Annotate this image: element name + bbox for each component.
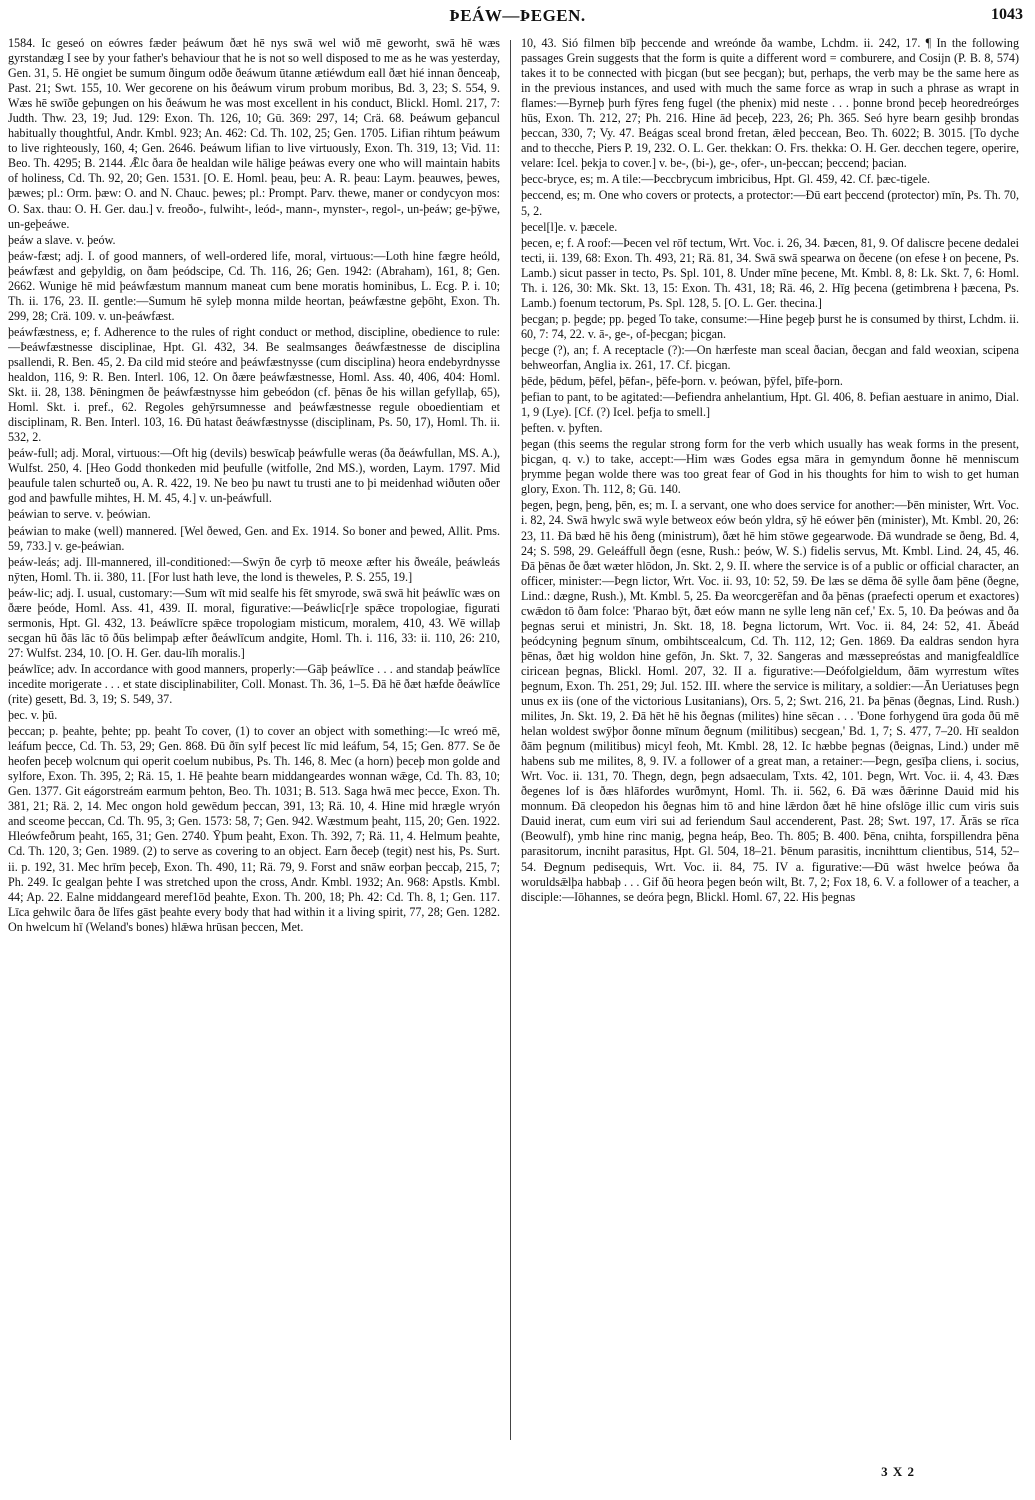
dictionary-entry: 1584. Ic geseó on eówres fæder þeáwum ðæt hē nys swā wel wið mē geworht, swā hē wæs gyrstandæg I see by your father's behaviour that he is not so well disposed to me as he was yesterday, Gen. 31, 5. Hē ongiet be sumum ðingum odðe ðeáwum ūtanne ætiéwdum eall ðæt hié innan ðenceaþ, Past. 21; Swt. 155, 10. Wer gecorene on his ðeáwum virum probum moribus, Bd. 3, 23; S. 554, 9. Wæs hē swīðe geþungen on his ðeáwum he was most excellent in his conduct, Blickl. Homl. 217, 7: Judth. Thw. 23, 19; Jud. 129: Exon. Th. 126, 10; Gū. 369: 297, 14; Crä. 68. Þeáwum geþancul habitually thoughtful, Andr. Kmbl. 923; An. 462: Cd. Th. 102, 25; Gen. 1705. Lifian rihtum þeáwum to live righteously, 160, 4; Gen. 2646. Þeáwum lifian to live virtuously, Exon. Th. 319, 13; Vid. 11: Beo. Th. 4295; B. 2144. Ǣlc ðara ðe healdan wile hālige þeáwas every one who will maintain habits of holiness, Cd. Th. 92, 20; Gen. 1531. [O. E. Homl. þeau, þeu: A. R. þeau: Laym. þeauwes, þewes, þæwes; pl.: Orm. þæw: O. and N. Chauc. þewes; pl.: Prompt. Parv. thewe, maner or condycyon mos: O. Sax. thau: O. H. Ger. dau.] v. freoðo-, fulwiht-, leód-, mann-, mynster-, regol-, un-þeáw; ge-þȳwe, un-geþeáwe. <box>8 36 500 231</box>
right-column <box>521 36 1019 1456</box>
dictionary-entry: 10, 43. Sió filmen bīþ þeccende and wreónde ða wambe, Lchdm. ii. 242, 17. ¶ In the following passages Grein suggests that the form is quite a different word = comburere, and Cosijn (P. B. 8, 574) takes it to be connected with þicgan (but see þecgan); but, perhaps, the verb may be the same here as in the previous instances, and used with much the same force as wrap in such a phrase as wrapt in flames:—Byrneþ þurh fȳres feng fugel (the phenix) mid neste . . . þonne brond þeceþ heoredreórges hūs, Exon. Th. 212, 27; Ph. 216. Hine ād þeceþ, 223, 26; Ph. 365. Seó hyre bearn gesihþ brondas þeccan, 330, 7; Vy. 47. Beágas sceal brond fretan, ǣled þeccean, Beo. Th. 6022; B. 3015. [To dyche and to thecche, Piers P. 19, 232. O. L. Ger. thekkan: O. Frs. thekka: O. H. Ger. decchen tegere, operire, velare: Icel. þekja to cover.] v. be-, (bi-), ge-, ofer-, un-þeccan; þeccend; þacian. <box>521 36 1019 171</box>
dictionary-entry: þegan (this seems the regular strong form for the verb which usually has weak forms in the present, þicgan, q. v.) to take, accept:—Him wæs Godes egsa māra in gemyndum ðonne hē menniscum þrymme þegan wolde there was too great fear of God in his thoughts for him to wish to get human glory, Exon. Th. 112, 8; Gū. 140. <box>521 437 1019 497</box>
dictionary-entry: þeáw-fæst; adj. I. of good manners, of well-ordered life, moral, virtuous:—Loth hine fægre heóld, þeáwfæst and geþyldig, on ðam þeódscipe, Cd. Th. 116, 26; Gen. 1942: (Abraham), 161, 8; Gen. 2662. Wunige hē mid þeáwfæstum mannum maneat cum bene moratis hominibus, L. Ecg. P. i. 10; Th. ii. 176, 23. II. gentle:—Sumum hē syleþ monna milde heortan, þeáwfæstne geþōht, Exon. Th. 299, 28; Crä. 109. v. un-þeáwfæst. <box>8 248 500 323</box>
dictionary-entry: þecc-brycе, es; m. A tile:—Þeccbrycum imbricibus, Hpt. Gl. 459, 42. Cf. þæc-tigele. <box>521 172 931 187</box>
running-head <box>10 6 1025 28</box>
signature-mark: 3 X 2 <box>881 1464 915 1479</box>
dictionary-entry: þefian to pant, to be agitated:—Þefiendra anhelantium, Hpt. Gl. 406, 8. Þefian aestuare in animo, Dial. 1, 9 (Lye). [Cf. (?) Icel. þefja to smell.] <box>521 390 1019 420</box>
page-title: ÞEÁW—ÞEGEN. <box>449 6 586 25</box>
dictionary-entry: þeáwlīce; adv. In accordance with good manners, properly:—Gāþ þeáwlīce . . . and standaþ þeáwlīce incedite morigerate . . . et state disciplinabiliter, Coll. Monast. Th. 36, 1–5. Ðā hē ðæt hæfde ðeáwlīce (rite) gesett, Bd. 3, 19; S. 549, 37. <box>8 661 500 707</box>
dictionary-entry: þeccend, es; m. One who covers or protects, a protector:—Ðū eart þeccend (protector) mīn, Ps. Th. 70, 5, 2. <box>521 188 1019 218</box>
dictionary-entry: þēde, þēdum, þēfel, þēfan-, þēfe-þorn. v. þeówan, þȳfel, þīfe-þorn. <box>521 374 843 389</box>
dictionary-entry: þeccan; p. þeahte, þehte; pp. þeaht To cover, (1) to cover an object with something:—Ic wreó mē, leáfum þecce, Cd. Th. 53, 29; Gen. 868. Ðū ðīn sylf þecest līc mid leáfum, 54, 15; Gen. 877. Se ðe heofen þeceþ wolcnum qui operit coelum nubibus, Ps. Th. 146, 8. Mec (a horn) þeceþ mon golde and sylfore, Exon. Th. 395, 2; Rä. 15, 1. Hē þeahte bearn middangeardes wonnan wǣge, Cd. Th. 83, 10; Gen. 1377. Git eágorstreám earmum þehton, Beo. Th. 1031; B. 513. Saga hwā mec þecce, Exon. Th. 381, 21; Rä. 2, 14. Mec ongon hold gewēdum þeccan, 391, 13; Rä. 10, 4. Hine mid hrægle wryón and sceome þeccan, Cd. Th. 95, 3; Gen. 1573: 58, 7; Gen. 942. Wæstmum þeaht, 115, 20; Gen. 1922. Hleówfeðrum þeaht, 165, 31; Gen. 2740. Ȳþum þeaht, Exon. Th. 392, 7; Rä. 11, 4. Helmum þeahte, Cd. Th. 120, 3; Gen. 1989. (2) to serve as covering to an object. Earn ðeceþ (tegit) nest his, Ps. Surt. ii. p. 192, 31. Mec hrīm þeceþ, Exon. Th. 490, 11; Rä. 79, 9. Forst and snāw eorþan þeccaþ, 215, 7; Ph. 249. Ic gealgan þehte I was stretched upon the cross, Andr. Kmbl. 1932; An. 968: Apstls. Kmbl. 44; Ap. 22. Ealne middangeard meref1ōd þeahte, Exon. Th. 200, 18; Ph. 42: Cd. Th. 8, 1; Gen. 117. Līca gehwilc ðara ðe līfes gāst þeahte every body that had within it a living spirit, 77, 28; Gen. 1282. On hwelcum hī (Weland's bones) hlǣwa hrūsan þeccen, Met. <box>8 724 500 934</box>
dictionary-entry: þeáwian to serve. v. þeówian. <box>8 507 151 522</box>
left-column <box>8 36 500 1456</box>
dictionary-entry: þeáw a slave. v. þeów. <box>8 232 116 247</box>
dictionary-entry: þeáw-leás; adj. Ill-mannered, ill-conditioned:—Swȳn ðe cyrþ tō meoxe æfter his ðweále, þeáwleás nȳten, Homl. Th. ii. 380, 11. [For lust hath leve, the lond is theweles, P. S. 255, 19.] <box>8 554 500 584</box>
dictionary-entry: þecen, e; f. A roof:—Þecen vel rōf tectum, Wrt. Voc. i. 26, 34. Þæcen, 81, 9. Of daliscre þecene dedalei tecti, ii. 139, 68: Exon. Th. 493, 21; Rä. 81, 34. Swā swā spearwa on ðecene (on efese ł on þecene, Ps. Lamb.) sicut passer in tecto, Ps. Spl. 101, 8. Under mīne þecene, Mt. Kmbl. 8, 8: Lk. Skt. 7, 6: Homl. Th. i. 126, 30: Mk. Skt. 13, 15: Exon. Th. 431, 18; Rä. 46, 2. Hīg þecena (getimbrena ł þæcena, Ps. Lamb.) foenum tectorum, Ps. Spl. 128, 5. [O. L. Ger. thecina.] <box>521 235 1019 310</box>
dictionary-entry: þeften. v. þyften. <box>521 421 603 436</box>
dictionary-entry: þegen, þegn, þeng, þēn, es; m. I. a servant, one who does service for another:—Þēn minister, Wrt. Voc. i. 82, 24. Swā hwylc swā wyle betweox eów beón yldra, sȳ hē eówer þēn (minister), Mt. Kmbl. 20, 26: 23, 11. Ðā bæd hē his ðeng (ministrum), ðæt hē him stōwe gegearwode. Ðā wundrade se ðeng, Bd. 4, 24; S. 598, 29. Geleáffull ðegn (esne, Rush.: þeów, W. S.) fidelis servus, Mt. Kmbl. Lind. 24, 45, 46. Ðā þēnas ðe ðæt wæter hlōdon, Jn. Skt. 2, 9. II. where the service is of a public or official character, an officer, minister:—Þegn lictor, Wrt. Voc. ii. 93, 10: 52, 59. Ðe læs se dēma ðē sylle ðam þēne (ðegne, Lind.: dægne, Rush.), Mt. Kmbl. 5, 25. Ða weorcgerēfan and ða þēnas (praefecti operum et exactores) cwǣdon tō ðam folce: 'Pharao bȳt, ðæt eów mann ne sylle leng nān cef,' Ex. 5, 10. Ða þeówas and ða þegnas serui et ministri, Jn. Skt. 18, 18. Þegna lictorum, Wrt. Voc. ii. 84, 24: 52, 41. Ābeád þeódcyning þegnum sīnum, ombihtscealcum, Cd. Th. 112, 12; Gen. 1869. Ða ealdras sendon hyra þēnas, ðæt hig woldon hine gefōn, Jn. Skt. 7, 32. Sangeras and mæssepreóstas and manigfealdlīce ciricean þegnas, Blickl. Homl. 207, 32. II a. figurative:—Deófolgieldum, ðām wyrrestum wītes þegnum, Exon. Th. 251, 29; Jul. 152. III. where the service is military, a soldier:—Ān Ueriatuses þegn unus ex iis (one of the victorious Lusitanians), Ors. 5, 2; Swt. 216, 21. Þa þēnas (ðegnas, Lind. Rush.) milites, Jn. Skt. 19, 2. Ðā hēt hē his ðegnas (milites) hine sēcan . . . 'Ðone forhygend ūra goda ðū mē helan woldest swȳþor ðonne mīnum ðegnum (militibus) secgean,' Bd. 1, 7; S. 477, 7–20. Hī sealdon ðām þegnum (militibus) micyl feoh, Mt. Kmbl. 28, 12. Ic hæbbe þegnas (ðeignas, Lind.) under mē habens sub me milites, 8, 9. IV. a follower of a great man, a retainer:—Þegn, gesīþa cliens, i. socius, Wrt. Voc. ii. 131, 70. Thegn, degn, þegn adsaeculam, Txts. 42, 101. Þegn, Wrt. Voc. ii. 4, 43. Ðæs ðegenes lof is ðæs hlāfordes wurðmynt, Homl. Th. ii. 562, 6. Ðā wæs ðǣrinne Dauid mid his monnum. Ðā cleopedon his ðegnas him tō and hine lǣrdon ðæt hē hine ofslōge illic cum viris suis Dauid inerat, cum eum viri sui ad feriendum Saul accenderent, Past. 28; Swt. 197, 17. Ārās se rīca (Beowulf), ymb hine rinc manig, þegna heáp, Beo. Th. 805; B. 400. Þēna, cnihta, forspillendra þēna parasitorum, incniht parasitus, Hpt. Gl. 504, 18–21. Þēnum parasitis, incnihttum clientibus, 514, 52–54. Ðegnum pedisequis, Wrt. Voc. ii. 84, 75. IV a. figurative:—Ðū wāst hwelce þeówa ða woruldsǣlþa habbaþ . . . Gif ðū heora þegen beón wilt, Bt. 7, 2; Fox 18, 6. V. a follower of a teacher, a disciple:—Iōhannes, se deóra þegn, Blickl. Homl. 67, 22. His þegnas <box>521 498 1019 904</box>
dictionary-entry: þeáwian to make (well) mannered. [Wel ðewed, Gen. and Ex. 1914. So boner and þewed, Allit. Pms. 59, 733.] v. ge-þeáwian. <box>8 523 500 553</box>
dictionary-entry: þec. v. þū. <box>8 708 58 723</box>
dictionary-entry: þeáw-full; adj. Moral, virtuous:—Oft hig (devils) beswīcaþ þeáwfulle weras (ða ðeáwfullan, MS. A.), Wulfst. 250, 4. [Heo Godd thonkeden mid þeufulle (witfolle, 2nd MS.), worden, Laym. 1797. Mid þeaufule talen schurteð ou, A. R. 422, 19. Ne beo þu nawt tu trusti ane to þi meidenhad wiðuten oðer god and þawfulle mihtes, H. M. 45, 4.] v. un-þeáwfull. <box>8 446 500 506</box>
page-number: 1043 <box>991 6 1023 23</box>
dictionary-entry: þecgan; p. þegde; pp. þeged To take, consume:—Hine þegeþ þurst he is consumed by thirst, Lchdm. ii. 60, 7: 74, 22. v. ā-, ge-, of-þecgan; þicgan. <box>521 311 1019 341</box>
dictionary-entry: þecge (?), an; f. A receptacle (?):—On hærfeste man sceal ðacian, ðecgan and fald weoxian, scipena behweorfan, Anglia ix. 261, 17. Cf. þicgan. <box>521 342 1019 372</box>
dictionary-entry: þeáwfæstness, e; f. Adherence to the rules of right conduct or method, discipline, obedience to rule:—Þeáwfæstnesse disciplinae, Hpt. Gl. 432, 34. Be sealmsanges ðeáwfæstnesse de disciplina psallendi, R. Ben. 45, 2. Ða cild mid steóre and þeáwfæstnysse (cum disciplina) heora endebyrdnysse healdon, 116, 9: R. Ben. Interl. 106, 12. On ðære þeáwfæstnesse, Homl. Ass. 40, 406, 404: Homl. Skt. ii. 28, 138. Þēningmen ðe þeáwfæstnysse him gebeódon (cf. þēnas ðe his willan gefyllaþ, 65), Homl. Skt. i. pref., 62. Regoles gehȳrsumnesse and þeáwfæstnesse regule oboedientiam et disciplinam, R. Ben. Interl. 103, 16. Ðū hatast ðeáwfæstnysse (disciplinam, Ps. 50, 17), Homl. Th. ii. 532, 2. <box>8 324 500 445</box>
dictionary-entry: þecel[l]e. v. þæcele. <box>521 219 618 234</box>
dictionary-entry: þeáw-lic; adj. I. usual, customary:—Sum wīt mid sealfe his fēt smyrode, swā swā hit þeáwlīc wæs on ðære þeóde, Homl. Ass. 41, 439. II. moral, figurative:—Þeáwlic[r]e spǣce tropologiae, figurati sermonis, Hpt. Gl. 432, 13. Þeáwlīcre spǣce tropologiam misticum, moralem, 410, 43. Wē willaþ secgan hū ðās lāc tō ðūs belimpaþ æfter ðeáwlīcum andgite, Homl. Th. i. 116, 33: ii. 110, 26: 210, 27: Wulfst. 234, 10. [O. H. Ger. dau-līh moralis.] <box>8 585 500 660</box>
column-divider <box>510 40 511 1440</box>
